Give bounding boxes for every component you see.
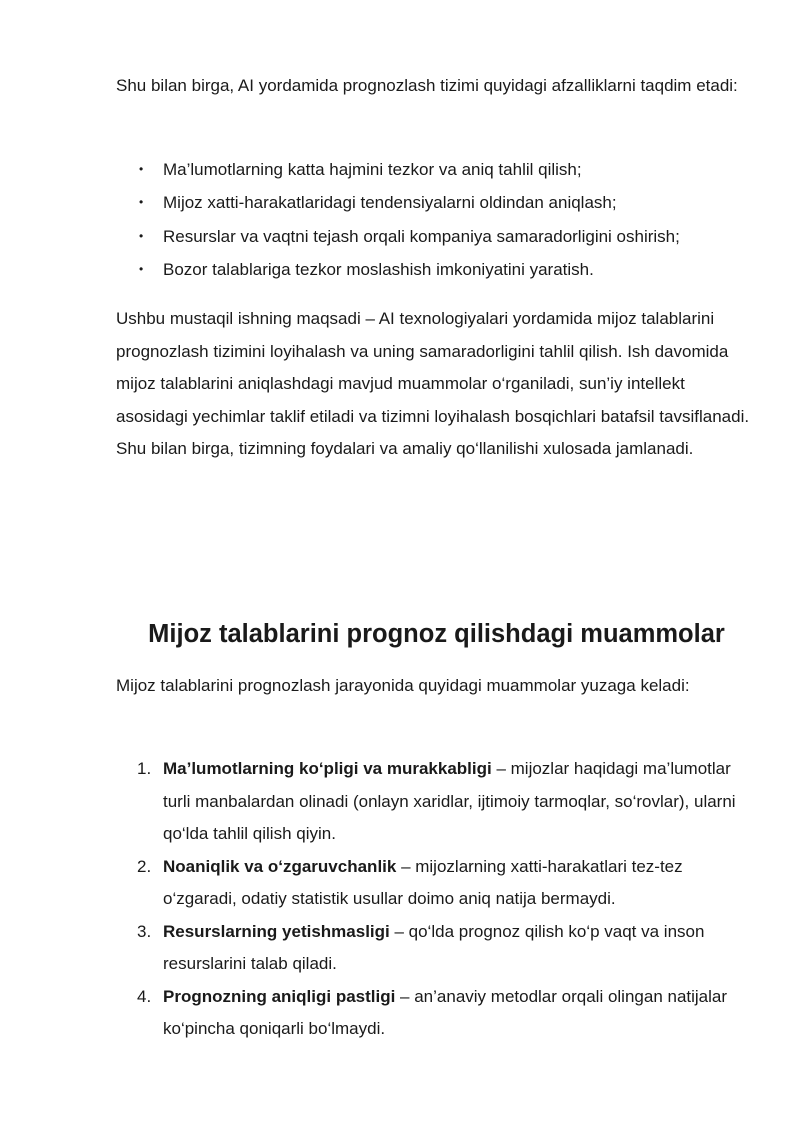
bullet-text: Resurslar va vaqtni tejash orqali kompaniya samaradorligini oshirish;	[163, 226, 680, 246]
list-item	[0, 981, 800, 1046]
list-item-title: Resurslarning yetishmasligi	[163, 921, 390, 941]
bullet-icon: •	[139, 195, 144, 210]
list-item-body: – an’anaviy metodlar orqali olingan natijalar ko‘pincha qoniqarli bo‘lmaydi.	[163, 986, 728, 1038]
list-item	[0, 916, 800, 981]
list-item-body: – mijozlar haqidagi ma’lumotlar turli manbalardan olinadi (onlayn xaridlar, ijtimoiy tarmoqlar, so‘rovlar), ularni qo‘lda tahlil qilish qiyin.	[163, 759, 736, 843]
list-item-text	[163, 851, 748, 916]
problems-list	[0, 753, 800, 1046]
list-item	[0, 253, 800, 286]
list-item-body: – mijozlarning xatti-harakatlari tez-tez o‘zgaradi, odatiy statistik usullar doimo aniq natija bermaydi.	[163, 856, 683, 908]
list-number: 3.	[137, 921, 152, 941]
list-item-text	[163, 916, 748, 981]
aim-paragraph: Ushbu mustaqil ishning maqsadi – AI texnologiyalari yordamida mijoz talablarini prognozlash tizimini loyihalash va uning samaradorligini tahlil qilish. Ish davomida mijoz talablarini aniqlashdagi mavjud muammolar o‘rganiladi, sun’iy intellekt asosidagi yechimlar taklif etiladi va tizimni loyihalash bosqichlari batafsil tavsiflanadi. Shu bilan birga, tizimning foydalari va amaliy qo‘llanilishi xulosada jamlanadi.	[116, 309, 750, 458]
list-number: 1.	[137, 759, 152, 778]
bullet-icon: •	[139, 261, 144, 276]
list-number: 2.	[137, 856, 152, 876]
list-item-title: Prognozning aniqligi pastligi	[163, 986, 396, 1006]
list-item-title: Ma’lumotlarning ko‘pligi va murakkabligi	[163, 759, 492, 778]
advantages-list	[0, 153, 800, 286]
list-item-text	[163, 981, 748, 1046]
bullet-icon: •	[139, 162, 144, 176]
bullet-text: Bozor talablariga tezkor moslashish imkoniyatini yaratish.	[163, 259, 594, 279]
problems-intro-paragraph: Mijoz talablarini prognozlash jarayonida quyidagi muammolar yuzaga keladi:	[116, 676, 690, 695]
list-item	[0, 220, 800, 253]
intro-paragraph: Shu bilan birga, AI yordamida prognozlash tizimi quyidagi afzalliklarni taqdim etadi:	[116, 76, 738, 95]
list-item-title: Noaniqlik va o‘zgaruvchanlik	[163, 856, 397, 876]
section-heading: Mijoz talablarini prognoz qilishdagi muammolar	[148, 620, 725, 648]
bullet-text: Ma’lumotlarning katta hajmini tezkor va aniq tahlil qilish;	[163, 160, 582, 179]
list-item	[0, 153, 800, 186]
list-item	[0, 851, 800, 916]
list-number: 4.	[137, 986, 152, 1006]
bullet-icon: •	[139, 228, 144, 243]
list-item	[0, 753, 800, 851]
list-item-text	[163, 753, 748, 851]
list-item-body: – qo‘lda prognoz qilish ko‘p vaqt va inson resurslarini talab qiladi.	[163, 921, 705, 973]
bullet-text: Mijoz xatti-harakatlaridagi tendensiyalarni oldindan aniqlash;	[163, 193, 617, 213]
list-item	[0, 186, 800, 219]
